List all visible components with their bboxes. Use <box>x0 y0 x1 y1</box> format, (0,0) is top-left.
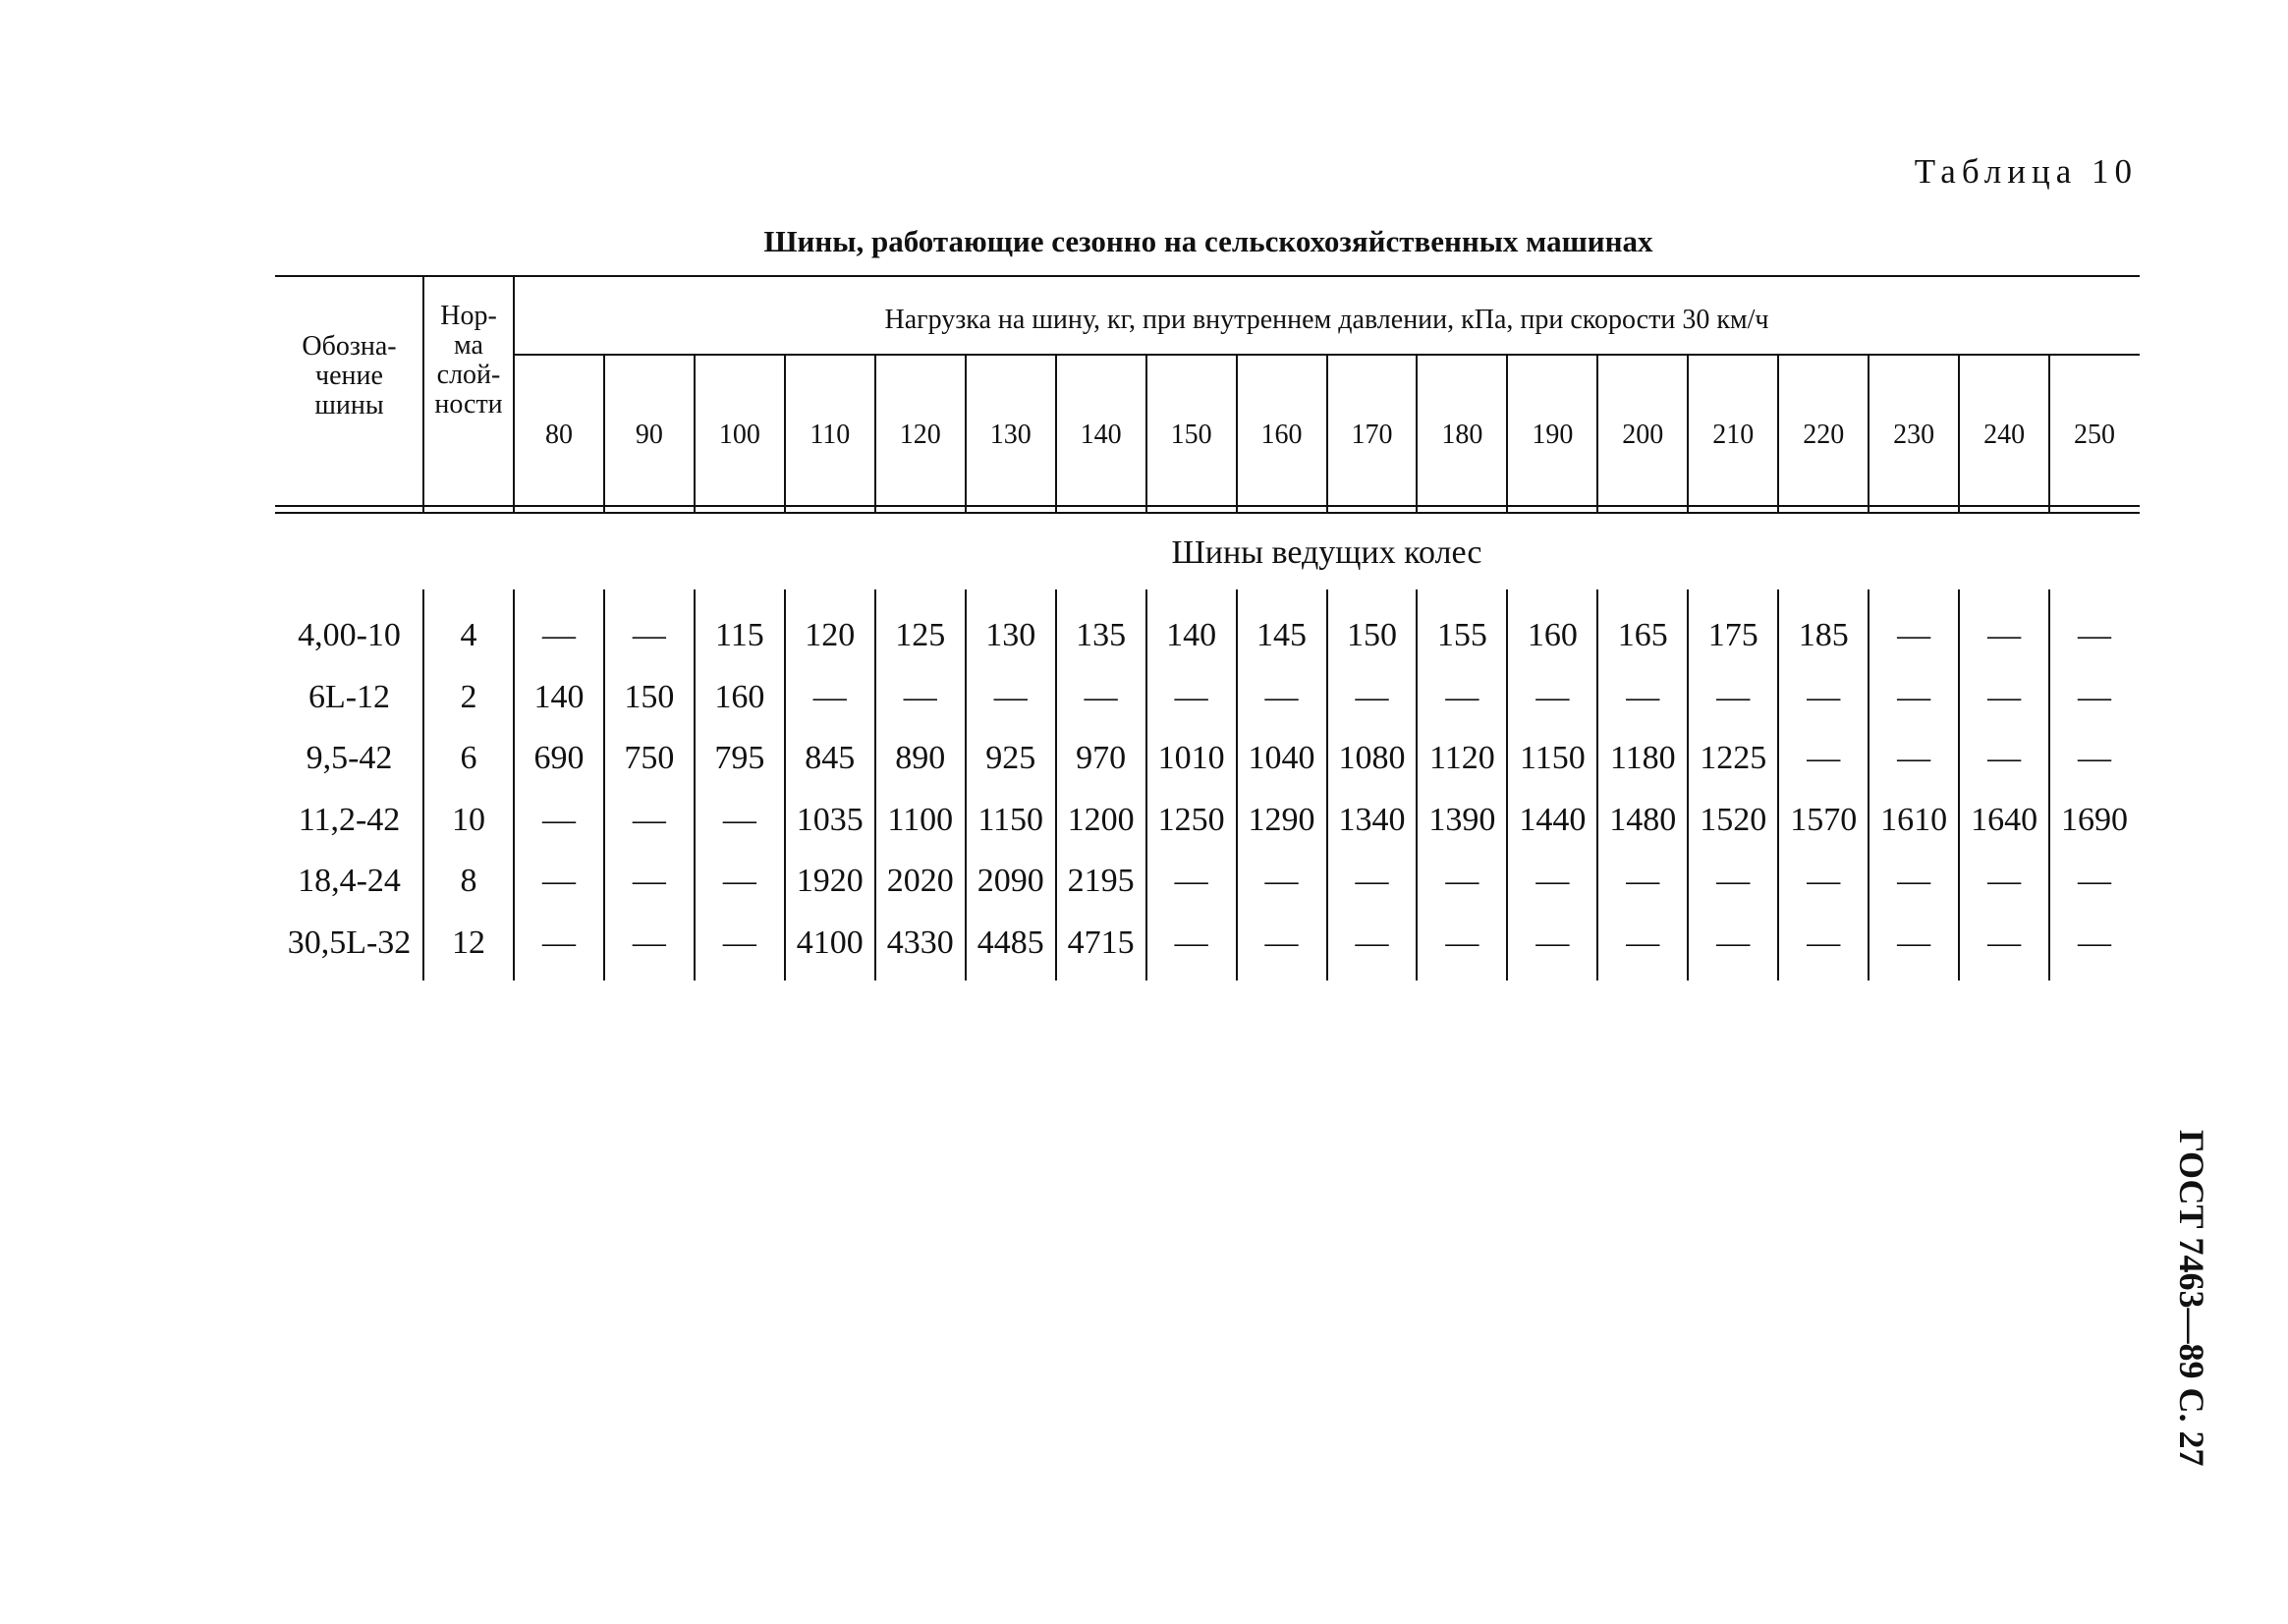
load-value: 1180 <box>1609 740 1676 776</box>
load-value: 165 <box>1617 617 1668 653</box>
load-value: — <box>722 801 756 838</box>
load-value: — <box>1987 863 2022 899</box>
load-value: — <box>1535 863 1570 899</box>
load-value: 1225 <box>1700 740 1767 776</box>
load-value: — <box>2078 617 2112 653</box>
load-value: — <box>2078 863 2112 899</box>
load-header: Нагрузка на шину, кг, при внутреннем давлении, кПа, при скорости 30 км/ч <box>884 305 1769 335</box>
load-value: 125 <box>895 617 946 653</box>
load-value: — <box>1897 863 1931 899</box>
pressure-header: 250 <box>2074 420 2116 450</box>
load-value: 1040 <box>1248 740 1315 776</box>
ply-rating: 6 <box>460 740 477 776</box>
load-value: — <box>1445 863 1479 899</box>
load-value: 750 <box>624 740 675 776</box>
load-value: 1150 <box>977 801 1044 838</box>
pressure-header: 80 <box>544 420 573 450</box>
load-value: 2020 <box>886 863 954 899</box>
load-value: 690 <box>533 740 585 776</box>
load-value: 1610 <box>1880 801 1948 838</box>
load-value: 1690 <box>2061 801 2129 838</box>
pressure-header: 160 <box>1260 420 1303 450</box>
load-value: — <box>632 924 666 961</box>
ply-rating: 2 <box>460 678 477 715</box>
load-value: — <box>1716 863 1751 899</box>
load-value: — <box>2078 740 2112 776</box>
tire-designation: 6L-12 <box>307 678 391 715</box>
load-value: — <box>1626 678 1660 715</box>
load-value: — <box>632 617 666 653</box>
pressure-header: 240 <box>1983 420 2026 450</box>
load-value: — <box>1987 617 2022 653</box>
ply-rating: 12 <box>452 924 485 961</box>
load-value: — <box>1174 678 1208 715</box>
load-value: 4330 <box>886 924 954 961</box>
load-value: 4715 <box>1067 924 1135 961</box>
load-value: 150 <box>624 678 675 715</box>
load-value: 1250 <box>1157 801 1225 838</box>
load-value: — <box>903 678 937 715</box>
pressure-header: 140 <box>1080 420 1122 450</box>
load-value: — <box>1445 924 1479 961</box>
load-value: 150 <box>1346 617 1397 653</box>
load-value: — <box>1987 924 2022 961</box>
pressure-header: 120 <box>899 420 941 450</box>
load-value: — <box>1807 678 1841 715</box>
load-value: 140 <box>1166 617 1217 653</box>
load-value: — <box>632 801 666 838</box>
load-value: 160 <box>714 678 765 715</box>
ply-rating: 10 <box>452 801 485 838</box>
load-value: 1100 <box>887 801 954 838</box>
load-value: — <box>541 801 576 838</box>
load-value: 1390 <box>1428 801 1496 838</box>
load-value: 175 <box>1707 617 1758 653</box>
load-value: 795 <box>714 740 765 776</box>
pressure-header: 220 <box>1803 420 1845 450</box>
load-value: — <box>1084 678 1118 715</box>
load-value: — <box>1355 678 1389 715</box>
load-value: — <box>1626 863 1660 899</box>
load-value: — <box>1897 678 1931 715</box>
pressure-header: 200 <box>1622 420 1664 450</box>
load-value: 130 <box>985 617 1036 653</box>
tire-designation: 4,00-10 <box>298 617 401 653</box>
ply-rating-header: Нор- ма слой- ности <box>434 301 503 420</box>
load-value: — <box>993 678 1028 715</box>
load-value: — <box>812 678 847 715</box>
load-value: 4100 <box>796 924 864 961</box>
table-title: Шины, работающие сезонно на сельскохозяйственных машинах <box>763 224 1653 258</box>
section-title: Шины ведущих колес <box>1171 534 1482 571</box>
pressure-header: 130 <box>989 420 1032 450</box>
pressure-header: 110 <box>809 420 851 450</box>
load-value: — <box>1264 863 1299 899</box>
load-value: — <box>541 863 576 899</box>
pressure-header: 100 <box>718 420 760 450</box>
load-value: — <box>541 924 576 961</box>
load-value: 155 <box>1436 617 1487 653</box>
load-value: 1570 <box>1790 801 1858 838</box>
load-value: — <box>1807 924 1841 961</box>
load-value: 970 <box>1076 740 1127 776</box>
load-value: — <box>722 863 756 899</box>
load-value: 1480 <box>1609 801 1677 838</box>
load-value: — <box>1626 924 1660 961</box>
load-value: 1200 <box>1067 801 1135 838</box>
load-value: — <box>1987 678 2022 715</box>
load-value: 115 <box>714 617 764 653</box>
load-value: 2090 <box>977 863 1044 899</box>
header-bottom-rule <box>275 505 2140 507</box>
load-value: 185 <box>1798 617 1849 653</box>
load-value: 1080 <box>1338 740 1406 776</box>
load-value: 145 <box>1256 617 1308 653</box>
load-value: 1010 <box>1157 740 1225 776</box>
pressure-header: 170 <box>1351 420 1393 450</box>
load-value: — <box>1264 678 1299 715</box>
load-value: — <box>1355 924 1389 961</box>
load-value: — <box>2078 924 2112 961</box>
header-bottom-rule-2 <box>275 512 2140 514</box>
load-value: — <box>1716 678 1751 715</box>
side-caption: ГОСТ 7463—89 С. 27 <box>2172 1130 2211 1467</box>
load-value: — <box>1535 924 1570 961</box>
load-value: — <box>1987 740 2022 776</box>
pressure-header: 90 <box>635 420 663 450</box>
load-value: — <box>632 863 666 899</box>
pressure-header: 150 <box>1170 420 1212 450</box>
load-value: — <box>1174 924 1208 961</box>
load-value: — <box>1445 678 1479 715</box>
tire-designation: 9,5-42 <box>306 740 393 776</box>
load-value: — <box>541 617 576 653</box>
pressure-header: 190 <box>1532 420 1574 450</box>
load-value: — <box>1897 924 1931 961</box>
load-value: — <box>1355 863 1389 899</box>
load-value: 1640 <box>1971 801 2038 838</box>
load-value: — <box>722 924 756 961</box>
load-value: 925 <box>985 740 1036 776</box>
load-value: — <box>1897 740 1931 776</box>
load-value: 1920 <box>796 863 864 899</box>
tire-designation: 18,4-24 <box>298 863 401 899</box>
table-label: Таблица 10 <box>1914 152 2138 191</box>
load-value: 1150 <box>1519 740 1586 776</box>
load-value: — <box>2078 678 2112 715</box>
load-value: — <box>1807 863 1841 899</box>
load-value: 845 <box>805 740 856 776</box>
load-value: — <box>1807 740 1841 776</box>
tire-designation: 11,2-42 <box>298 801 401 838</box>
ply-rating: 4 <box>460 617 477 653</box>
load-value: 135 <box>1076 617 1127 653</box>
load-value: 140 <box>533 678 585 715</box>
load-value: — <box>1174 863 1208 899</box>
load-value: 2195 <box>1067 863 1135 899</box>
load-value: — <box>1264 924 1299 961</box>
tire-designation-header: Обозна- чение шины <box>302 331 397 420</box>
pressure-header: 180 <box>1441 420 1483 450</box>
load-value: — <box>1716 924 1751 961</box>
load-value: 1440 <box>1519 801 1587 838</box>
load-value: 1340 <box>1338 801 1406 838</box>
load-value: 160 <box>1527 617 1578 653</box>
pressure-header: 210 <box>1712 420 1755 450</box>
table-top-rule <box>275 275 2140 277</box>
load-value: 1035 <box>796 801 864 838</box>
load-value: 4485 <box>977 924 1044 961</box>
tire-designation: 30,5L-32 <box>287 924 412 961</box>
ply-rating: 8 <box>460 863 477 899</box>
load-value: 1120 <box>1429 740 1495 776</box>
load-value: 1290 <box>1248 801 1315 838</box>
load-value: 120 <box>805 617 856 653</box>
load-value: — <box>1535 678 1570 715</box>
pressure-header: 230 <box>1893 420 1935 450</box>
load-value: 890 <box>895 740 946 776</box>
load-value: — <box>1897 617 1931 653</box>
load-value: 1520 <box>1700 801 1767 838</box>
